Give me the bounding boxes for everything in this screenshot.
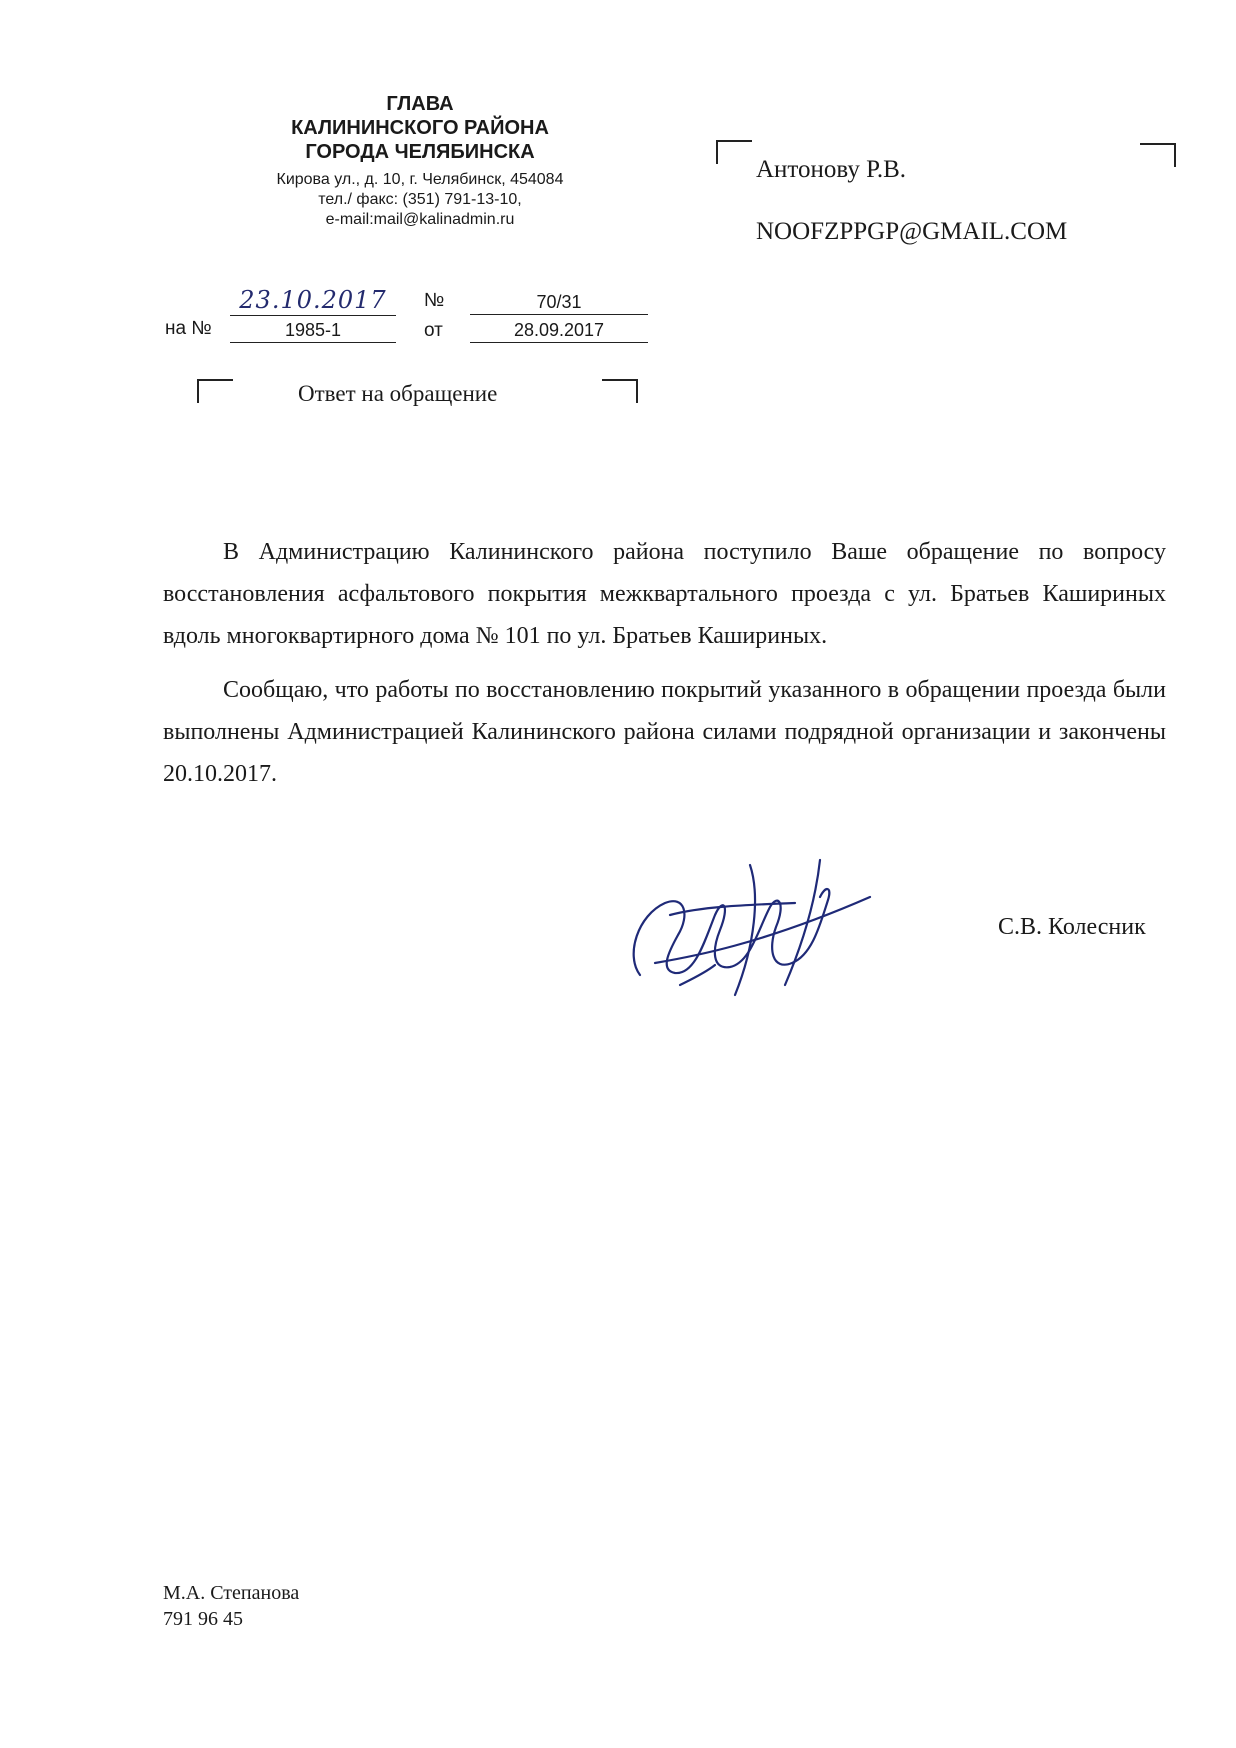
date-underline [230,315,396,316]
subject-corner-right [602,379,638,403]
letterhead-phone: тел./ факс: (351) 791-13-10, [318,191,522,208]
outgoing-number: 70/31 [470,290,648,315]
letterhead-email: e-mail:mail@kalinadmin.ru [325,211,515,228]
recipient-name: Антонову Р.В. [756,156,907,183]
letterhead-title [230,92,610,164]
letterhead-contacts [230,170,610,230]
letter-body [163,531,1166,807]
ref-number: 1985-1 [230,318,396,343]
signer-name: С.В. Колесник [998,914,1146,940]
body-paragraph-1: В Администрацию Калининского района поступило Ваше обращение по вопросу восстановления асфальтового покрытия межквартального проезда с ул. Братьев Кашириных вдоль многоквартирного дома № 101 по ул. Братьев Кашириных. [163,539,1166,649]
executor-block [163,1580,299,1632]
recipient-email: NOOFZPPGP@GMAIL.COM [756,218,1068,245]
letterhead-address: Кирова ул., д. 10, г. Челябинск, 454084 [276,171,564,188]
letterhead-title-line-1: ГЛАВА [386,93,454,115]
body-paragraph-2: Сообщаю, что работы по восстановлению покрытий указанного в обращении проезда были выполнены Администрацией Калининского района силами подрядной организации и закончены 20.10.2017. [163,677,1166,787]
letterhead-title-line-3: ГОРОДА ЧЕЛЯБИНСКА [305,141,535,163]
from-label: от [424,320,443,341]
subject-line: Ответ на обращение [298,381,498,406]
signature-image [620,845,890,1005]
number-label: № [424,290,445,311]
executor-name: М.А. Степанова [163,1582,300,1604]
recipient-corner-right [1140,143,1176,167]
subject-corner-left [197,379,233,403]
letterhead-title-line-2: КАЛИНИНСКОГО РАЙОНА [291,117,549,139]
executor-phone: 791 96 45 [163,1608,243,1630]
recipient-corner-left [716,140,752,164]
ref-number-label: на № [165,318,212,339]
ref-date: 28.09.2017 [470,318,648,343]
handwritten-date: 23.10.2017 [239,286,387,314]
